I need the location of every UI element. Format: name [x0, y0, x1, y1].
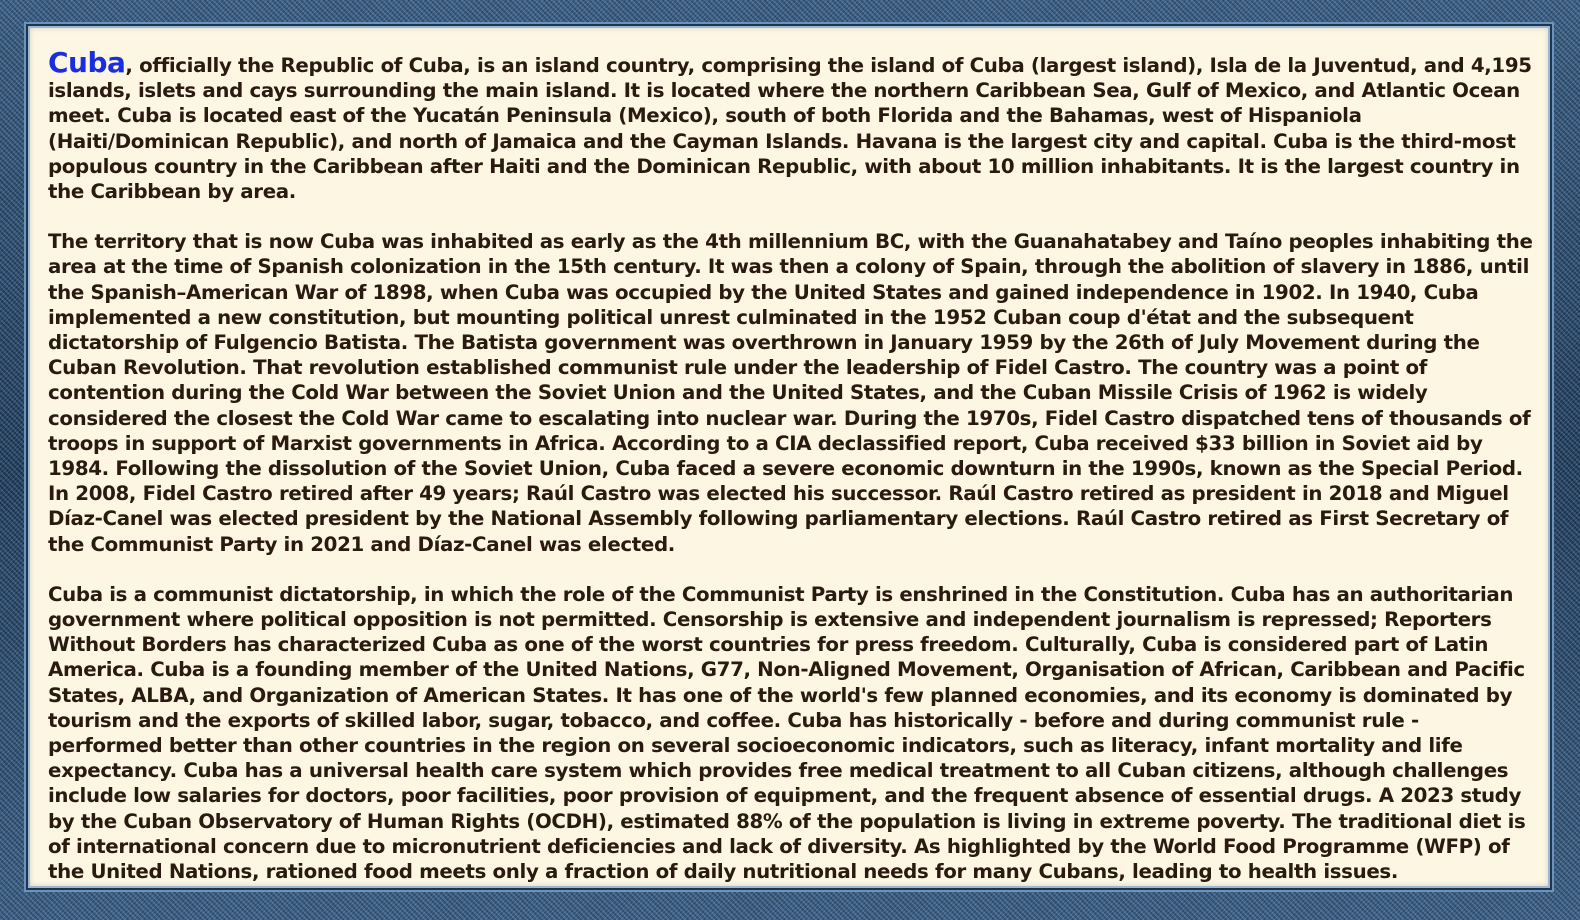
- paragraph-1-text: , officially the Republic of Cuba, is an island country, comprising the island of Cuba (largest island), Isla de la Juventud, and 4,195 islands, islets and cays surrounding the main island. It is located where the northern Caribbean Sea, Gulf of Mexico, and Atlantic Ocean meet. Cuba is located east of the Yucatán Peninsula (Mexico), south of both Florida and the Bahamas, west of Hispaniola (Haiti/Dominican Republic), and north of Jamaica and the Cayman Islands. Havana is the largest city and capital. Cuba is the third-most populous country in the Caribbean after Haiti and the Dominican Republic, with about 10 million inhabitants. It is the largest country in the Caribbean by area.: [48, 54, 1532, 204]
- paragraph-1: [48, 46, 1534, 204]
- paragraph-2: The territory that is now Cuba was inhabited as early as the 4th millennium BC, with the Guanahatabey and Taíno peoples inhabiting the area at the time of Spanish colonization in the 15th century. It was then a colony of Spain, through the abolition of slavery in 1886, until the Spanish–American War of 1898, when Cuba was occupied by the United States and gained independence in 1902. In 1940, Cuba implemented a new constitution, but mounting political unrest culminated in the 1952 Cuban coup d'état and the subsequent dictatorship of Fulgencio Batista. The Batista government was overthrown in January 1959 by the 26th of July Movement during the Cuban Revolution. That revolution established communist rule under the leadership of Fidel Castro. The country was a point of contention during the Cold War between the Soviet Union and the United States, and the Cuban Missile Crisis of 1962 is widely considered the closest the Cold War came to escalating into nuclear war. During the 1970s, Fidel Castro dispatched tens of thousands of troops in support of Marxist governments in Africa. According to a CIA declassified report, Cuba received $33 billion in Soviet aid by 1984. Following the dissolution of the Soviet Union, Cuba faced a severe economic downturn in the 1990s, known as the Special Period. In 2008, Fidel Castro retired after 49 years; Raúl Castro was elected his successor. Raúl Castro retired as president in 2018 and Miguel Díaz-Canel was elected president by the National Assembly following parliamentary elections. Raúl Castro retired as First Secretary of the Communist Party in 2021 and Díaz-Canel was elected.: [48, 230, 1533, 556]
- lead-word-title: Cuba: [48, 46, 126, 79]
- text-panel: [28, 26, 1550, 888]
- paragraph-3: Cuba is a communist dictatorship, in which the role of the Communist Party is enshrined in the Constitution. Cuba has an authoritarian government where political opposition is not permitted. Censorship is extensive and independent journalism is repressed; Reporters Without Borders has characterized Cuba as one of the worst countries for press freedom. Culturally, Cuba is considered part of Latin America. Cuba is a founding member of the United Nations, G77, Non-Aligned Movement, Organisation of African, Caribbean and Pacific States, ALBA, and Organization of American States. It has one of the world's few planned economies, and its economy is dominated by tourism and the exports of skilled labor, sugar, tobacco, and coffee. Cuba has historically - before and during communist rule - performed better than other countries in the region on several socioeconomic indicators, such as literacy, infant mortality and life expectancy. Cuba has a universal health care system which provides free medical treatment to all Cuban citizens, although challenges include low salaries for doctors, poor facilities, poor provision of equipment, and the frequent absence of essential drugs. A 2023 study by the Cuban Observatory of Human Rights (OCDH), estimated 88% of the population is living in extreme poverty. The traditional diet is of international concern due to micronutrient deficiencies and lack of diversity. As highlighted by the World Food Programme (WFP) of the United Nations, rationed food meets only a fraction of daily nutritional needs for many Cubans, leading to health issues.: [48, 582, 1526, 884]
